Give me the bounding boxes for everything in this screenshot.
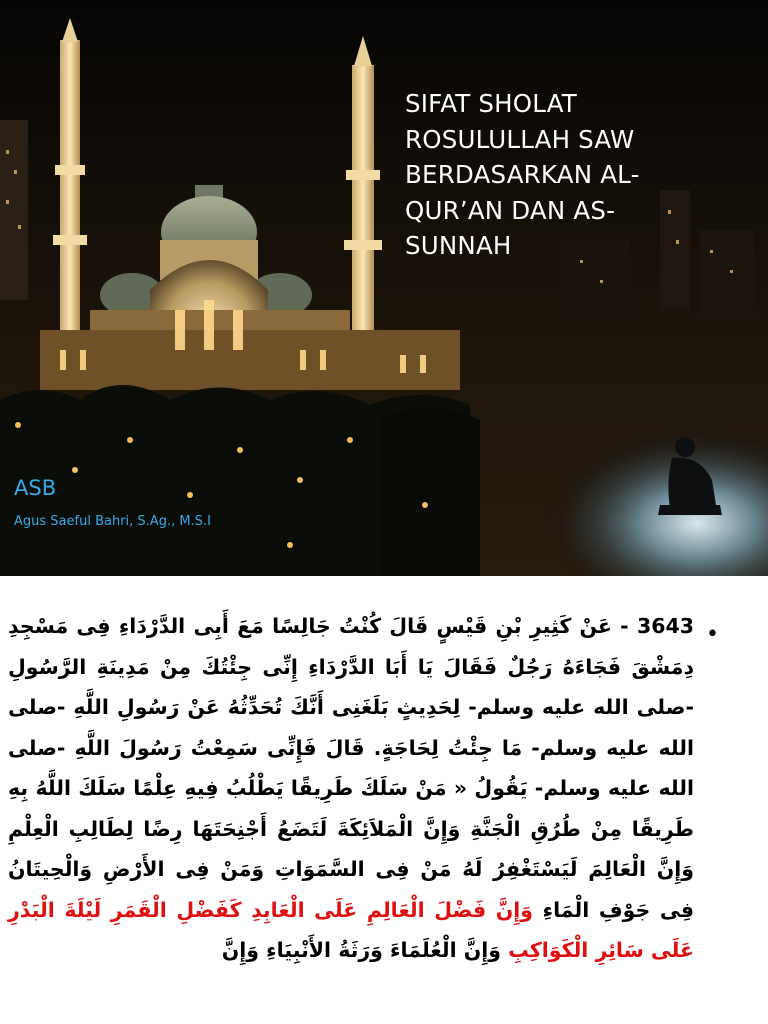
title-line: ROSULULLAH SAW	[405, 124, 635, 154]
bullet-point: •	[706, 622, 719, 647]
hadith-text	[8, 606, 694, 971]
author-initials: ASB	[14, 476, 57, 500]
author-name: Agus Saeful Bahri, S.Ag., M.S.I	[14, 514, 211, 529]
title-line: BERDASARKAN AL-	[405, 160, 640, 189]
title-line: SUNNAH	[405, 231, 512, 260]
hadith-segment: وَإِنَّ الْعُلَمَاءَ وَرَثَةُ الأَنْبِيَاءِ وَإِنَّ	[221, 938, 502, 962]
title-line: SIFAT SHOLAT	[405, 89, 577, 118]
hadith-segment: - عَنْ كَثِيرِ بْنِ قَيْسٍ قَالَ كُنْتُ جَالِسًا مَعَ أَبِى الدَّرْدَاءِ فِى مَسْجِدِ دِمَشْقَ فَجَاءَهُ رَجُلٌ فَقَالَ يَا أَبَا الدَّرْدَاءِ إِنِّى جِئْتُكَ مِنْ مَدِينَةِ الرَّسُولِ -صلى الله عليه وسلم- لِحَدِيثٍ بَلَغَنِى أَنَّكَ تُحَدِّثُهُ عَنْ رَسُولِ اللَّهِ -صلى الله عليه وسلم- مَا جِئْتُ لِحَاجَةٍ. قَالَ فَإِنِّى سَمِعْتُ رَسُولَ اللَّهِ -صلى الله عليه وسلم- يَقُولُ « مَنْ سَلَكَ طَرِيقًا يَطْلُبُ فِيهِ عِلْمًا سَلَكَ اللَّهُ بِهِ طَرِيقًا مِنْ طُرُقِ الْجَنَّةِ وَإِنَّ الْمَلاَئِكَةَ لَتَضَعُ أَجْنِحَتَهَا رِضًا لِطَالِبِ الْعِلْمِ وَإِنَّ الْعَالِمَ لَيَسْتَغْفِرُ لَهُ مَنْ فِى السَّمَوَاتِ وَمَنْ فِى الأَرْضِ وَالْحِيتَانُ فِى جَوْفِ الْمَاءِ	[8, 614, 695, 922]
title-line: QUR’AN DAN AS-	[405, 195, 616, 225]
hadith-slide	[0, 576, 768, 1024]
hadith-number: 3643	[636, 614, 694, 638]
hadith-highlight: وَإِنَّ فَضْلَ الْعَالِمِ عَلَى الْعَابِدِ كَفَضْلِ الْقَمَرِ لَيْلَةَ الْبَدْرِ عَلَى سَائِرِ الْكَوَاكِبِ	[8, 897, 694, 962]
presentation-title	[405, 86, 705, 264]
